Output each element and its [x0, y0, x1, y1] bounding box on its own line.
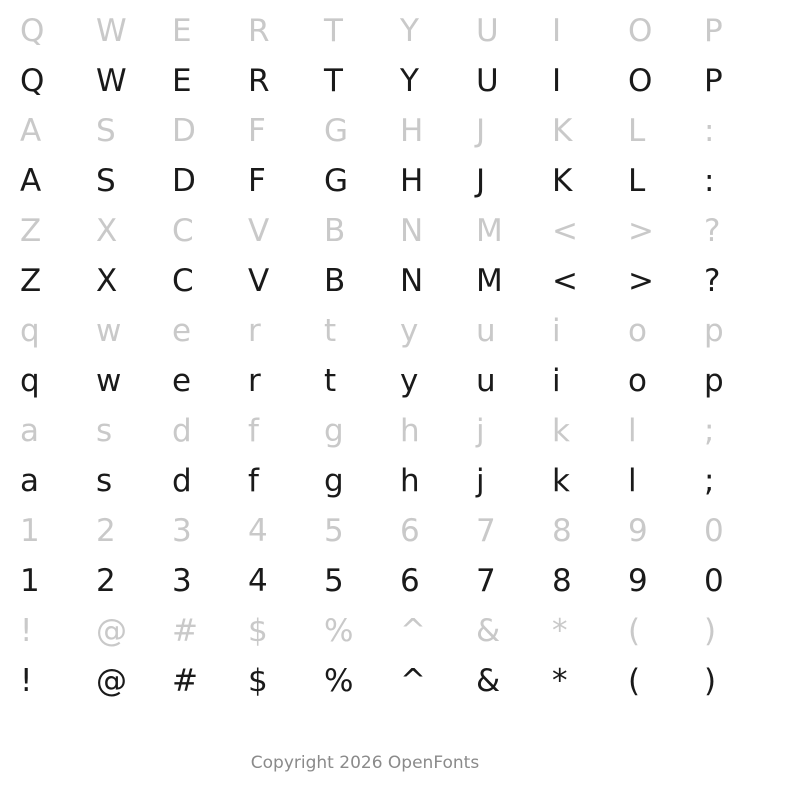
glyph-cell: t [324, 362, 337, 399]
glyph-cell: @ [96, 662, 127, 699]
glyph-cell: L [628, 162, 646, 199]
glyph-cell: K [552, 162, 573, 199]
glyph-cell: ( [628, 612, 641, 649]
glyph-cell: s [96, 462, 113, 499]
glyph-row [0, 406, 800, 456]
glyph-cell: S [96, 162, 116, 199]
glyph-cell: B [324, 262, 346, 299]
glyph-cell: 7 [476, 562, 496, 599]
glyph-cell: 9 [628, 562, 648, 599]
glyph-cell: 3 [172, 512, 192, 549]
glyph-cell: % [324, 612, 354, 649]
glyph-cell: l [628, 462, 637, 499]
glyph-cell: u [476, 312, 496, 349]
glyph-cell: O [628, 62, 653, 99]
glyph-cell: 6 [400, 512, 420, 549]
glyph-cell: * [552, 612, 568, 649]
glyph-cell: N [400, 262, 424, 299]
glyph-cell: r [248, 362, 261, 399]
copyright-notice: Copyright 2026 OpenFonts [250, 753, 480, 773]
glyph-cell: 0 [704, 512, 724, 549]
glyph-cell: 2 [96, 512, 116, 549]
glyph-cell: P [704, 12, 723, 49]
glyph-cell: # [172, 612, 198, 649]
glyph-cell: C [172, 212, 194, 249]
glyph-cell: # [172, 662, 198, 699]
glyph-cell: ? [704, 212, 721, 249]
glyph-cell: M [476, 262, 503, 299]
glyph-cell: Y [400, 62, 419, 99]
glyph-cell: 0 [704, 562, 724, 599]
glyph-cell: p [704, 312, 724, 349]
glyph-cell: V [248, 212, 270, 249]
glyph-row [0, 206, 800, 256]
glyph-row [0, 456, 800, 506]
glyph-cell: M [476, 212, 503, 249]
glyph-row [0, 106, 800, 156]
glyph-cell: i [552, 362, 561, 399]
glyph-cell: $ [248, 612, 268, 649]
glyph-row [0, 156, 800, 206]
glyph-cell: Y [400, 12, 419, 49]
glyph-cell: s [96, 412, 113, 449]
glyph-cell: h [400, 412, 420, 449]
glyph-cell: @ [96, 612, 127, 649]
glyph-cell: 8 [552, 512, 572, 549]
glyph-cell: ; [704, 462, 715, 499]
glyph-cell: g [324, 462, 344, 499]
glyph-cell: ) [704, 612, 717, 649]
glyph-cell: T [324, 12, 343, 49]
glyph-cell: 4 [248, 562, 268, 599]
glyph-cell: Q [20, 12, 45, 49]
glyph-row [0, 6, 800, 56]
glyph-cell: U [476, 62, 499, 99]
glyph-cell: J [476, 162, 486, 199]
glyph-cell: k [552, 462, 570, 499]
glyph-row [0, 656, 800, 706]
glyph-cell: V [248, 262, 270, 299]
glyph-cell: q [20, 312, 40, 349]
glyph-row [0, 606, 800, 656]
glyph-cell: N [400, 212, 424, 249]
glyph-cell: o [628, 312, 647, 349]
glyph-cell: E [172, 12, 192, 49]
glyph-cell: h [400, 462, 420, 499]
glyph-cell: S [96, 112, 116, 149]
glyph-cell: Z [20, 262, 42, 299]
glyph-row [0, 256, 800, 306]
glyph-cell: : [704, 112, 715, 149]
glyph-cell: > [628, 212, 654, 249]
glyph-cell: & [476, 662, 501, 699]
glyph-cell: u [476, 362, 496, 399]
glyph-cell: % [324, 662, 354, 699]
glyph-cell: W [96, 12, 127, 49]
glyph-cell: w [96, 362, 122, 399]
glyph-cell: 1 [20, 512, 40, 549]
glyph-cell: K [552, 112, 573, 149]
glyph-cell: B [324, 212, 346, 249]
glyph-cell: ! [20, 662, 33, 699]
glyph-cell: e [172, 362, 192, 399]
glyph-cell: < [552, 262, 578, 299]
glyph-cell: 9 [628, 512, 648, 549]
glyph-cell: $ [248, 662, 268, 699]
glyph-cell: F [248, 162, 266, 199]
glyph-cell: ! [20, 612, 33, 649]
glyph-cell: r [248, 312, 261, 349]
glyph-cell: 7 [476, 512, 496, 549]
glyph-cell: R [248, 12, 270, 49]
glyph-cell: y [400, 312, 419, 349]
glyph-cell: ^ [400, 612, 426, 649]
glyph-cell: C [172, 262, 194, 299]
glyph-cell: a [20, 462, 39, 499]
glyph-cell: j [476, 412, 485, 449]
glyph-row [0, 556, 800, 606]
glyph-cell: a [20, 412, 39, 449]
glyph-cell: O [628, 12, 653, 49]
glyph-cell: p [704, 362, 724, 399]
glyph-row [0, 306, 800, 356]
glyph-cell: T [324, 62, 343, 99]
glyph-cell: ; [704, 412, 715, 449]
glyph-cell: j [476, 462, 485, 499]
glyph-cell: ( [628, 662, 641, 699]
glyph-cell: I [552, 12, 562, 49]
glyph-cell: J [476, 112, 486, 149]
glyph-cell: X [96, 262, 118, 299]
glyph-cell: 5 [324, 512, 344, 549]
glyph-cell: q [20, 362, 40, 399]
glyph-cell: d [172, 412, 192, 449]
glyph-cell: 3 [172, 562, 192, 599]
glyph-cell: l [628, 412, 637, 449]
glyph-cell: H [400, 162, 424, 199]
glyph-cell: g [324, 412, 344, 449]
glyph-cell: e [172, 312, 192, 349]
glyph-cell: ? [704, 262, 721, 299]
glyph-cell: 1 [20, 562, 40, 599]
glyph-cell: A [20, 112, 42, 149]
glyph-cell: ^ [400, 662, 426, 699]
glyph-cell: > [628, 262, 654, 299]
glyph-cell: ) [704, 662, 717, 699]
glyph-cell: d [172, 462, 192, 499]
glyph-cell: Q [20, 62, 45, 99]
glyph-cell: * [552, 662, 568, 699]
glyph-cell: P [704, 62, 723, 99]
glyph-cell: f [248, 412, 259, 449]
glyph-cell: : [704, 162, 715, 199]
glyph-cell: 5 [324, 562, 344, 599]
glyph-cell: k [552, 412, 570, 449]
glyph-cell: H [400, 112, 424, 149]
glyph-cell: 4 [248, 512, 268, 549]
glyph-cell: D [172, 162, 196, 199]
glyph-cell: I [552, 62, 562, 99]
glyph-cell: 6 [400, 562, 420, 599]
glyph-cell: f [248, 462, 259, 499]
glyph-cell: E [172, 62, 192, 99]
glyph-cell: F [248, 112, 266, 149]
glyph-cell: w [96, 312, 122, 349]
glyph-cell: L [628, 112, 646, 149]
glyph-cell: D [172, 112, 196, 149]
glyph-cell: G [324, 112, 349, 149]
glyph-cell: G [324, 162, 349, 199]
glyph-cell: W [96, 62, 127, 99]
glyph-cell: < [552, 212, 578, 249]
glyph-cell: 8 [552, 562, 572, 599]
glyph-cell: i [552, 312, 561, 349]
glyph-row [0, 56, 800, 106]
glyph-cell: 2 [96, 562, 116, 599]
glyph-cell: U [476, 12, 499, 49]
glyph-row [0, 356, 800, 406]
glyph-cell: A [20, 162, 42, 199]
glyph-cell: t [324, 312, 337, 349]
glyph-cell: X [96, 212, 118, 249]
glyph-cell: Z [20, 212, 42, 249]
glyph-cell: o [628, 362, 647, 399]
glyph-row [0, 506, 800, 556]
glyph-cell: y [400, 362, 419, 399]
glyph-cell: & [476, 612, 501, 649]
glyph-cell: R [248, 62, 270, 99]
